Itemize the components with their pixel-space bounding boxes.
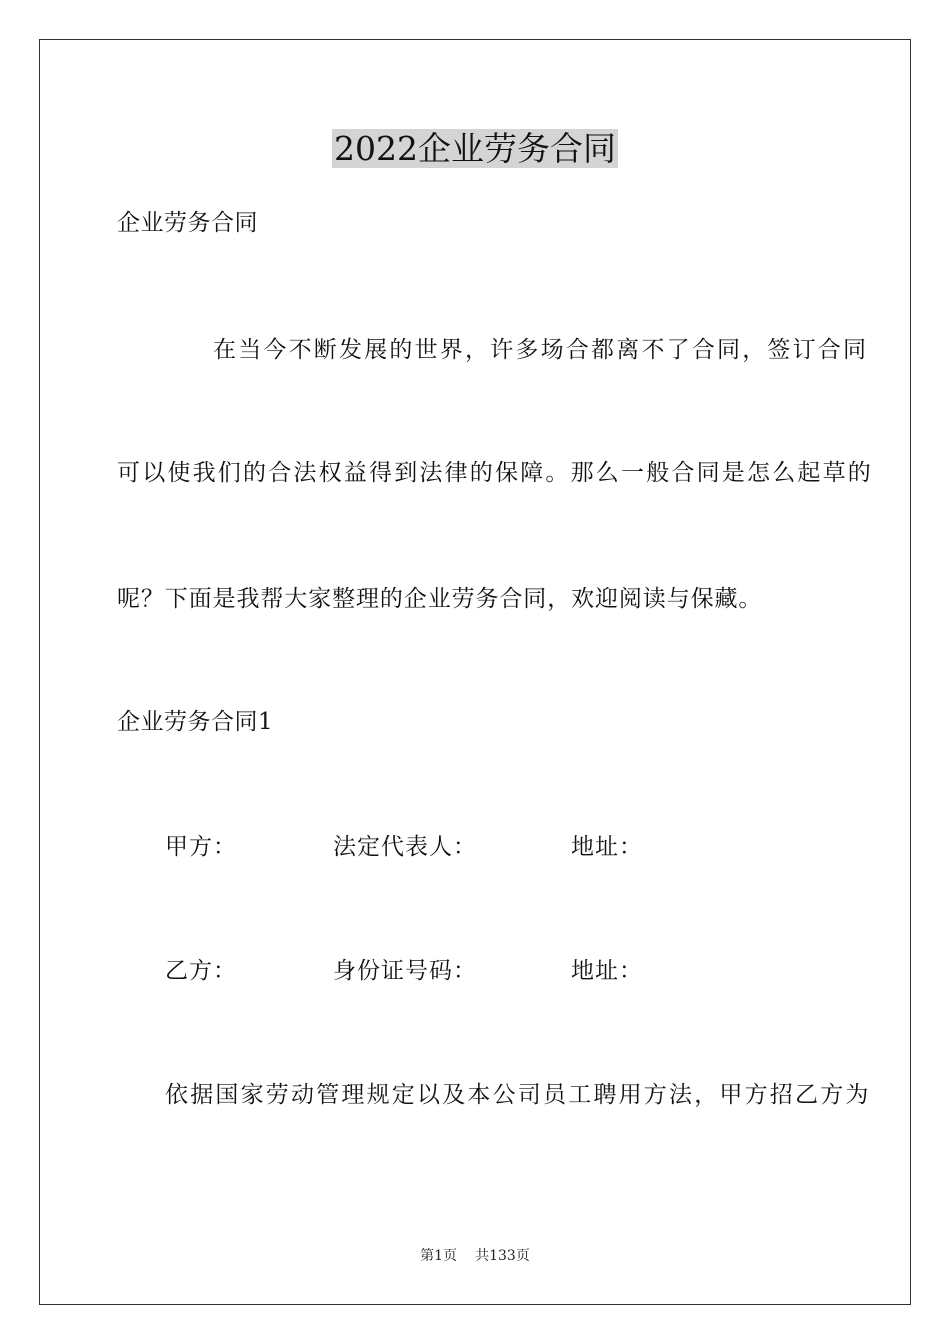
party-a-label: 甲方： <box>165 834 237 860</box>
document-title <box>0 128 950 170</box>
party-b-label: 乙方： <box>165 958 237 984</box>
party-a-address-label: 地址： <box>571 834 643 860</box>
page-footer <box>0 1247 950 1265</box>
party-b-address-label: 地址： <box>571 958 643 984</box>
page-total: 共133页 <box>475 1248 530 1264</box>
intro-line-1: 在当今不断发展的世界，许多场合都离不了合同，签订合同 <box>213 337 869 363</box>
body-line-1: 依据国家劳动管理规定以及本公司员工聘用方法，甲方招乙方为 <box>165 1082 871 1108</box>
party-a-representative-label: 法定代表人： <box>333 834 477 860</box>
document-title-text: 2022企业劳务合同 <box>334 129 616 168</box>
document-subtitle: 企业劳务合同 <box>117 210 258 236</box>
party-b-row <box>0 956 950 986</box>
page-number: 第1页 <box>420 1248 458 1264</box>
party-b-id-label: 身份证号码： <box>333 958 477 984</box>
intro-line-3: 呢？下面是我帮大家整理的企业劳务合同，欢迎阅读与保藏。 <box>117 586 763 612</box>
intro-line-2: 可以使我们的合法权益得到法律的保障。那么一般合同是怎么起草的 <box>117 460 873 486</box>
section-heading: 企业劳务合同1 <box>117 709 274 735</box>
party-a-row <box>0 832 950 862</box>
